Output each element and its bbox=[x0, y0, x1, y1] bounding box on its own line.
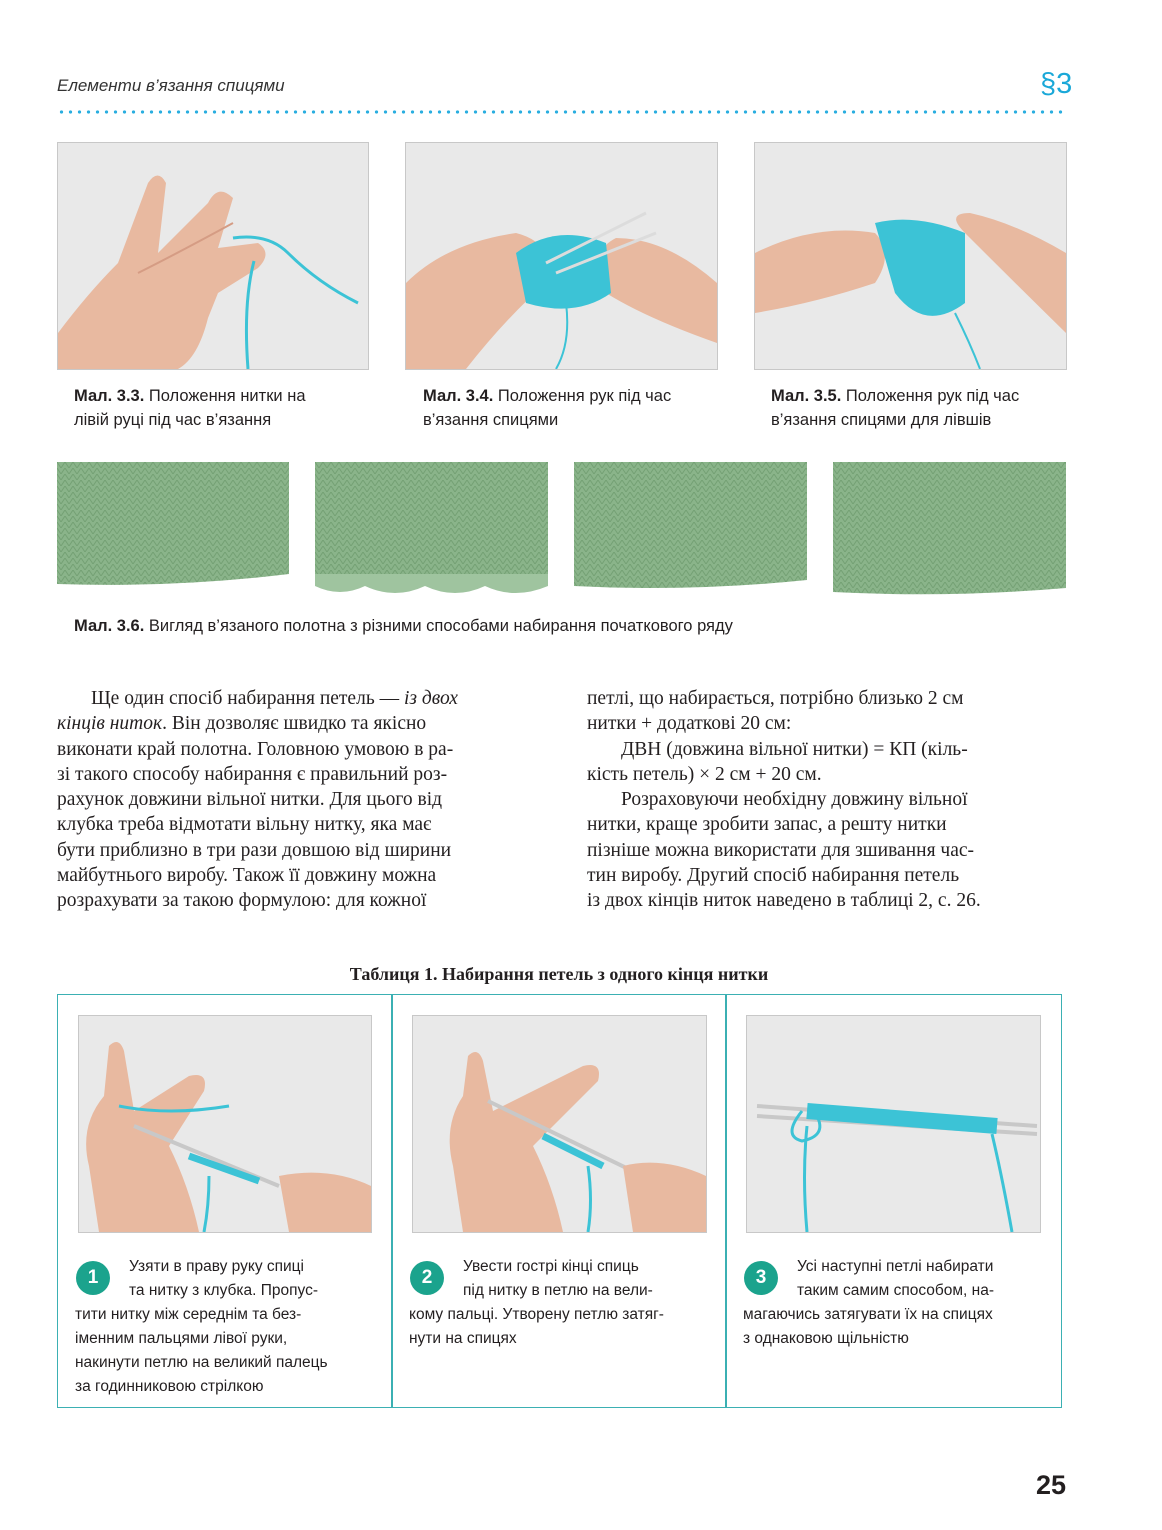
step-number-3: 3 bbox=[744, 1261, 778, 1295]
step-2-text: Увести гострі кінці спиць під нитку в петлю на вели- кому пальці. Утворену петлю затяг- нути на спицях bbox=[409, 1258, 664, 1347]
section-number: §3 bbox=[1040, 68, 1073, 100]
photo-step-1 bbox=[78, 1015, 372, 1233]
table-divider bbox=[391, 994, 393, 1408]
photo-step-2 bbox=[412, 1015, 707, 1233]
photo-hands-knitting-left-handed bbox=[754, 142, 1067, 370]
caption-fig-3-5: Мал. 3.5. Положення рук під час в’язання спицями для лівшів bbox=[771, 387, 1020, 429]
step-number-2: 2 bbox=[410, 1261, 444, 1295]
photo-step-3 bbox=[746, 1015, 1041, 1233]
photo-hands-knitting bbox=[405, 142, 718, 370]
body-text-right: петлі, що набирається, потрібно близько 2 см нитки + додаткові 20 см: ДВН (довжина вільної нитки) = КП (кіль- кість петель) × 2 см + 20 см. Розраховуючи необхідну довжину вільної нитки, краще зробити запас, а решту нитки пізніше можна використати для зшивання час- тин виробу. Другий спосіб набирання петель із двох кінців ниток наведено в таблиці 2, с. 26. bbox=[587, 688, 981, 912]
caption-fig-3-4: Мал. 3.4. Положення рук під час в’язання спицями bbox=[423, 387, 672, 429]
page-number: 25 bbox=[1036, 1470, 1067, 1500]
step-1-text: Узяти в праву руку спиці та нитку з клубка. Пропус- тити нитку між середнім та без- іменним пальцями лівої руки, накинути петлю на великий палець за годинниковою стрілкою bbox=[75, 1258, 328, 1395]
step-number-1: 1 bbox=[76, 1261, 110, 1295]
knit-swatch-4 bbox=[833, 462, 1066, 598]
table-divider bbox=[725, 994, 727, 1408]
table-title: Таблиця 1. Набирання петель з одного кінця нитки bbox=[349, 964, 769, 984]
running-header: Елементи в’язання спицями bbox=[57, 76, 285, 95]
photo-yarn-on-left-hand bbox=[57, 142, 369, 370]
caption-fig-3-6: Мал. 3.6. Вигляд в’язаного полотна з різними способами набирання початкового ряду bbox=[74, 617, 733, 635]
knit-swatch-1 bbox=[57, 462, 289, 590]
knit-swatch-3 bbox=[574, 462, 807, 592]
caption-fig-3-3: Мал. 3.3. Положення нитки на лівій руці під час в’язання bbox=[74, 387, 306, 429]
step-3-text: Усі наступні петлі набирати таким самим способом, на- магаючись затягувати їх на спицях з однаковою щільністю bbox=[743, 1258, 995, 1347]
knit-swatch-2 bbox=[315, 462, 548, 600]
header-dotted-rule bbox=[57, 110, 1067, 114]
body-text-left: Ще один спосіб набирання петель — із двох кінців ниток. Він дозволяє швидко та якісно виконати край полотна. Головною умовою в ра- зі такого способу набирання є правильний роз- рахунок довжини вільної нитки. Для цього від клубка треба відмотати вільну нитку, яка має бути приблизно в три рази довшою від ширини майбутнього виробу. Також її довжину можна розрахувати за такою формулою: для кожної bbox=[57, 688, 458, 912]
